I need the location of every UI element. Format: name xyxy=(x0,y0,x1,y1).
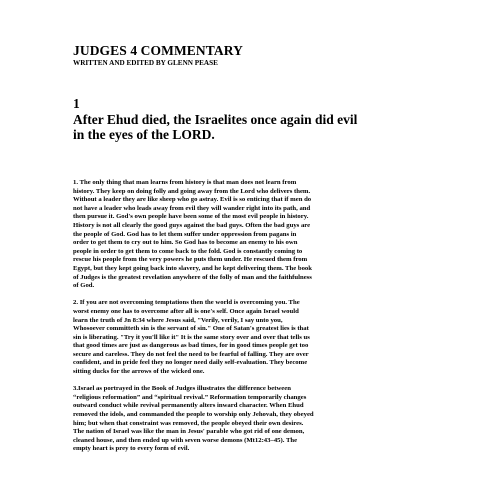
paragraph-line: Whosoever committeth sin is the servant of sin." One of Satan's greatest lies is that xyxy=(73,325,309,333)
paragraph-line: sitting ducks for the arrows of the wicked one. xyxy=(73,368,205,376)
paragraph-line: Without a leader they are like sheep who go astray. Evil is so enticing that if men do xyxy=(73,196,312,204)
paragraph-line: of Judges is the greatest revelation anywhere of the folly of man and the faithfulness xyxy=(73,273,312,281)
paragraph-line: order to get them to cry out to him. So God has to become an enemy to his own xyxy=(73,239,298,247)
paragraph-line: the people of God. God has to let them suffer under oppression from pagans in xyxy=(73,230,297,238)
paragraph-line: “religious reformation” and “spiritual revival.” Reformation temporarily changes xyxy=(73,393,307,401)
paragraph-line: history. They keep on doing folly and going away from the Lord who delivers them. xyxy=(73,187,311,195)
paragraph-line: learn the truth of Jn 8:34 where Jesus said, "Verily, verily, I say unto you, xyxy=(73,316,283,324)
paragraph-line: removed the idols, and commanded the people to worship only Jehovah, they obeyed xyxy=(73,411,314,419)
paragraph-line: The nation of Israel was like the man in Jesus' parable who got rid of one demon, xyxy=(73,428,305,436)
document-subtitle: WRITTEN AND EDITED BY GLENN PEASE xyxy=(73,59,218,67)
document-title: JUDGES 4 COMMENTARY xyxy=(73,43,243,58)
paragraph-line: secure and careless. They do not feel the need to be fearful of falling. They are over xyxy=(73,350,309,358)
verse-text xyxy=(73,112,425,142)
paragraph-line: not have a leader who leads away from evil they will wander right into its path, and xyxy=(73,204,311,212)
paragraph-line: then pursue it. God's own people have been some of the most evil people in history. xyxy=(73,213,309,221)
verse-number: 1 xyxy=(73,96,80,111)
document-page xyxy=(73,43,425,454)
paragraph-line: 1. The only thing that man learns from history is that man does not learn from xyxy=(73,179,297,186)
paragraph-line: outward conduct while revival permanently alters inward character. When Ehud xyxy=(73,402,304,410)
paragraph-line: of God. xyxy=(73,282,95,290)
commentary-paragraph-3 xyxy=(73,385,425,454)
commentary-paragraph-2 xyxy=(73,299,425,376)
verse-line: in the eyes of the LORD. xyxy=(73,127,215,142)
paragraph-line: 3.Israel as portrayed in the Book of Judges illustrates the difference between xyxy=(73,385,291,393)
paragraph-line: History is not all clearly the good guys against the bad guys. Often the bad guys are xyxy=(73,221,311,229)
paragraph-line: rescue his people from the very powers he puts them under. He rescued them from xyxy=(73,256,308,264)
paragraph-line: him; but when that constraint was removed, the people obeyed their own desires. xyxy=(73,419,304,427)
paragraph-line: empty heart is prey to every form of evil. xyxy=(73,445,190,453)
paragraph-line: confident, and in pride feel they no longer need daily self-evaluation. They become xyxy=(73,359,308,367)
paragraph-line: that good times are just as dangerous as bad times, for in good times people get too xyxy=(73,342,309,350)
paragraph-line: sin is liberating. "Try it you'll like it" It is the same story over and over that tells us xyxy=(73,333,310,341)
paragraph-line: 2. If you are not overcoming temptations then the world is overcoming you. The xyxy=(73,299,300,307)
commentary-paragraph-1 xyxy=(73,179,425,291)
paragraph-line: worst enemy one has to overcome after all is one's self. Once again Israel would xyxy=(73,307,299,315)
paragraph-line: people in order to get them to come back to the fold. God is constantly coming to xyxy=(73,247,303,255)
paragraph-line: Egypt, but they kept going back into slavery, and he kept delivering them. The book xyxy=(73,264,312,272)
verse-line: After Ehud died, the Israelites once again did evil xyxy=(73,112,358,127)
paragraph-line: cleaned house, and then ended up with seven worse demons (Mt12:43–45). The xyxy=(73,436,298,444)
